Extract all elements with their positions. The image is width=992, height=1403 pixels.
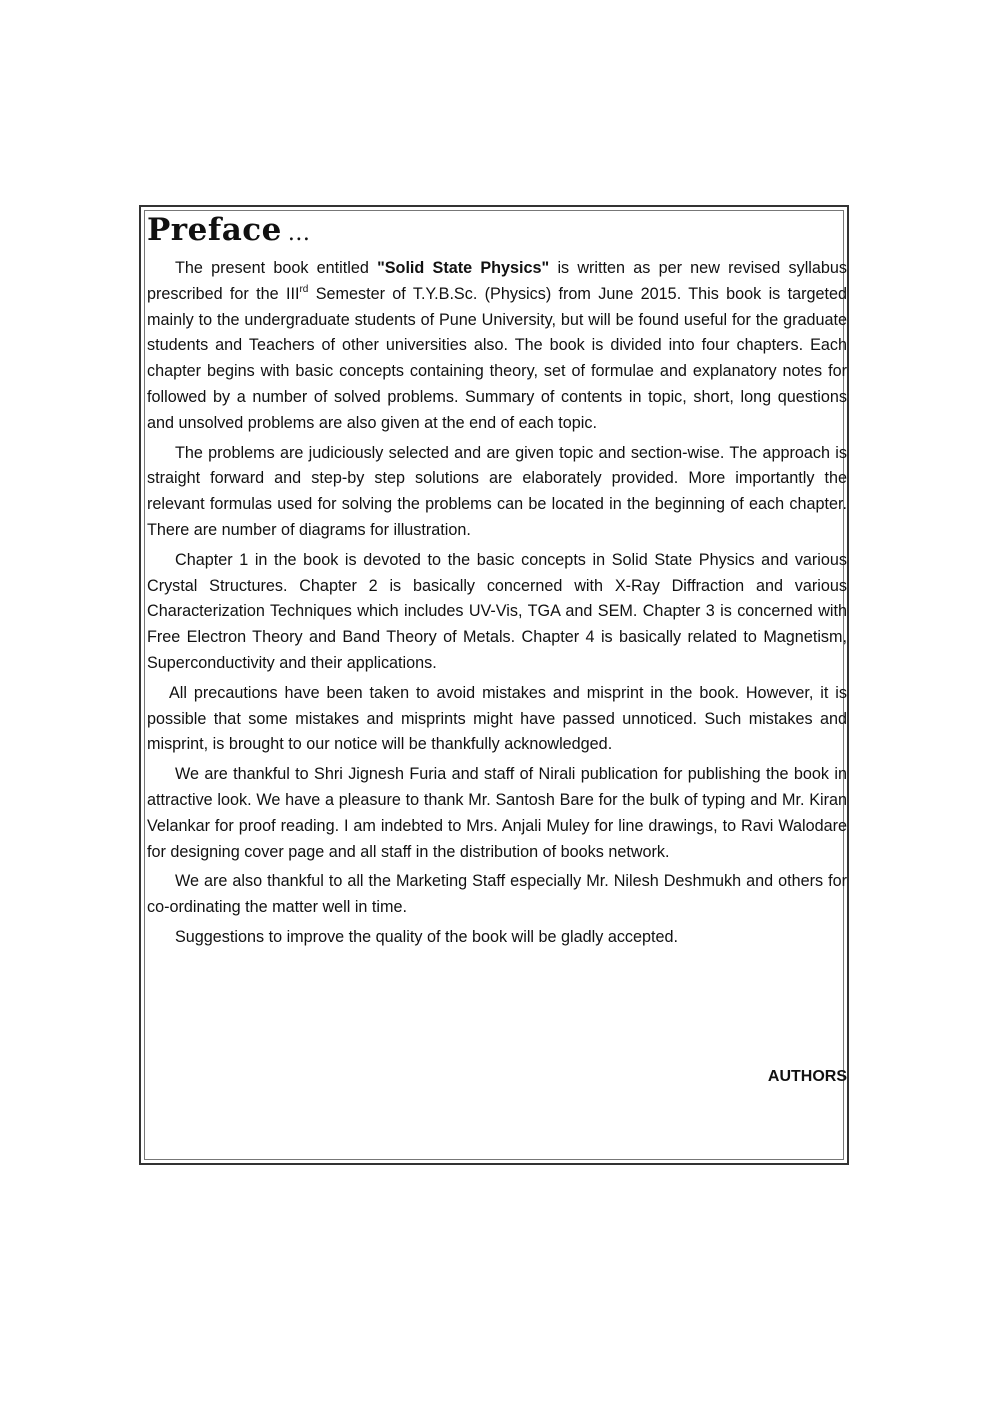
paragraph-intro-part: Semester of T.Y.B.Sc. (Physics) from June 2015. This book is targeted mainly to the undergraduate students of Pune University, but will be found useful for the graduate students and Teachers of other universities also. The book is divided into four chapters. Each chapter begins with basic concepts containing theory, set of formulae and explanatory notes for followed by a number of solved problems. Summary of contents in topic, short, long questions and unsolved problems are also given at the end of each topic. — [147, 284, 847, 432]
paragraph-intro-part: The present book entitled — [175, 259, 378, 277]
page-title — [147, 212, 847, 252]
paragraph-suggestions: Suggestions to improve the quality of the book will be gladly accepted. — [175, 927, 679, 946]
authors-signature: AUTHORS — [767, 1068, 847, 1085]
paragraph-marketing: We are also thankful to all the Marketing Staff especially Mr. Nilesh Deshmukh and others for co-ordinating the matter well in time. — [147, 872, 847, 917]
paragraph-problems: The problems are judiciously selected and are given topic and section-wise. The approach is straight forward and step-by step solutions are elaborately provided. More importantly the relevant formulas used for solving the problems can be located in the beginning of each chapter. There are number of diagrams for illustration. — [147, 443, 847, 539]
book-title: "Solid State Physics" — [377, 259, 550, 277]
paragraph-chapters: Chapter 1 in the book is devoted to the basic concepts in Solid State Physics and various Crystal Structures. Chapter 2 is basically concerned with X-Ray Diffraction and various Characterization Techniques which includes UV-Vis, TGA and SEM. Chapter 3 is concerned with Free Electron Theory and Band Theory of Metals. Chapter 4 is basically related to Magnetism, Superconductivity and their applications. — [147, 550, 847, 672]
paragraph-thanks: We are thankful to Shri Jignesh Furia and staff of Nirali publication for publishing the book in attractive look. We have a pleasure to thank Mr. Santosh Bare for the bulk of typing and Mr. Kiran Velankar for proof reading. I am indebted to Mrs. Anjali Muley for line drawings, to Ravi Walodare for designing cover page and all staff in the distribution of books network. — [147, 765, 847, 861]
ordinal-suffix: rd — [299, 283, 309, 295]
preface-content — [147, 212, 847, 955]
paragraph-intro-part: is written as per new revised syllabus prescribed for the III — [147, 259, 847, 303]
paragraph-intro — [147, 256, 847, 437]
paragraph-precautions: All precautions have been taken to avoid mistakes and misprint in the book. However, it is possible that some mistakes and misprints might have passed unnoticed. Such mistakes and misprint, is brought to our notice will be thankfully acknowledged. — [147, 683, 847, 754]
title-text: Preface — [147, 212, 282, 248]
title-ellipsis: ... — [287, 221, 311, 246]
